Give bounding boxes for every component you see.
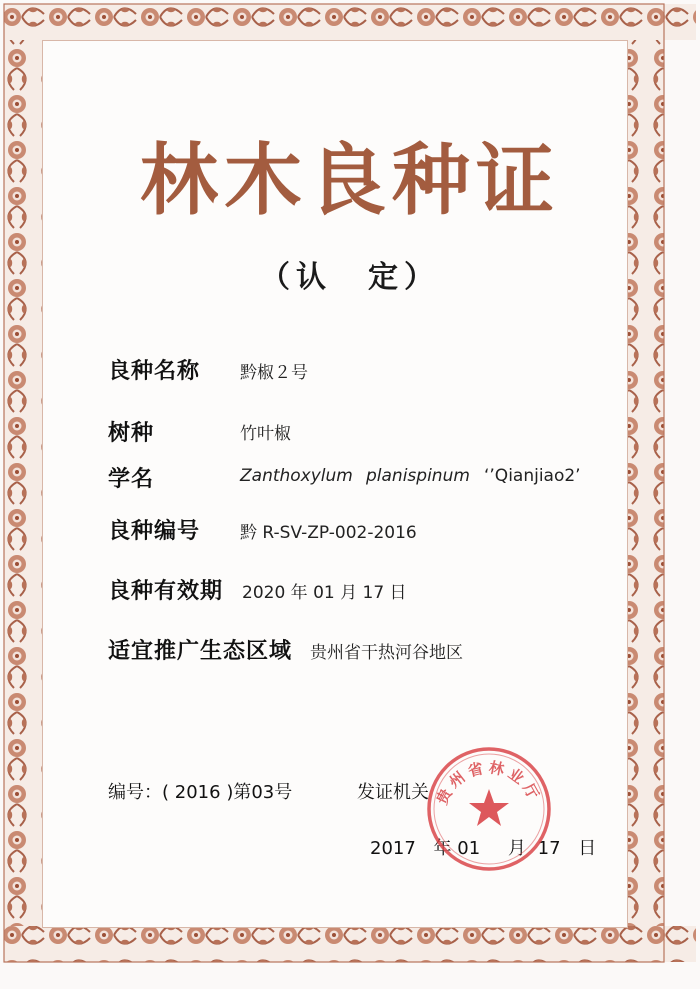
scientific-species: planispinum (366, 466, 470, 486)
scientific-cultivar: ‘’Qianjiao2’ (484, 466, 581, 486)
number-suffix: )第03号 (226, 782, 293, 803)
issue-month-unit: 月 (507, 838, 526, 859)
field-label: 树种 (108, 421, 155, 446)
official-seal (425, 745, 553, 873)
scientific-genus: Zanthoxylum (240, 466, 353, 486)
number-year: 2016 (174, 782, 221, 803)
issue-month: 01 (457, 838, 481, 859)
issue-day-unit: 日 (578, 838, 597, 859)
certificate-subtitle: （认 定） (260, 260, 440, 295)
field-validity (108, 574, 223, 605)
validity-value: 2020 年 01 月 17 日 (242, 583, 407, 603)
issue-day: 17 (537, 838, 561, 859)
field-scientific-name (108, 462, 154, 493)
field-variety-code (108, 514, 200, 545)
issue-year-unit: 年 (433, 838, 452, 859)
variety-code-value: 黔 R-SV-ZP-002-2016 (240, 523, 417, 543)
field-label: 良种有效期 (108, 579, 224, 604)
seal-star-icon (469, 789, 509, 826)
variety-name-value: 黔椒２号 (240, 363, 308, 383)
certificate-title: 林木良种证 (139, 135, 560, 226)
field-label: 良种编号 (108, 519, 201, 544)
certificate-number (108, 778, 292, 804)
field-label: 良种名称 (108, 359, 201, 384)
seal-text: 贵州省林业厅 (432, 758, 545, 808)
issuer-label: 发证机关 (357, 782, 429, 803)
species-value: 竹叶椒 (240, 424, 291, 444)
field-label: 适宜推广生态区域 (108, 639, 293, 664)
number-prefix: 编号：( (108, 782, 170, 803)
field-variety-name (108, 354, 200, 385)
issue-year: 2017 (370, 838, 416, 859)
field-label: 学名 (108, 467, 155, 492)
region-value: 贵州省干热河谷地区 (310, 643, 463, 663)
field-species (108, 416, 154, 447)
field-region (108, 634, 292, 665)
